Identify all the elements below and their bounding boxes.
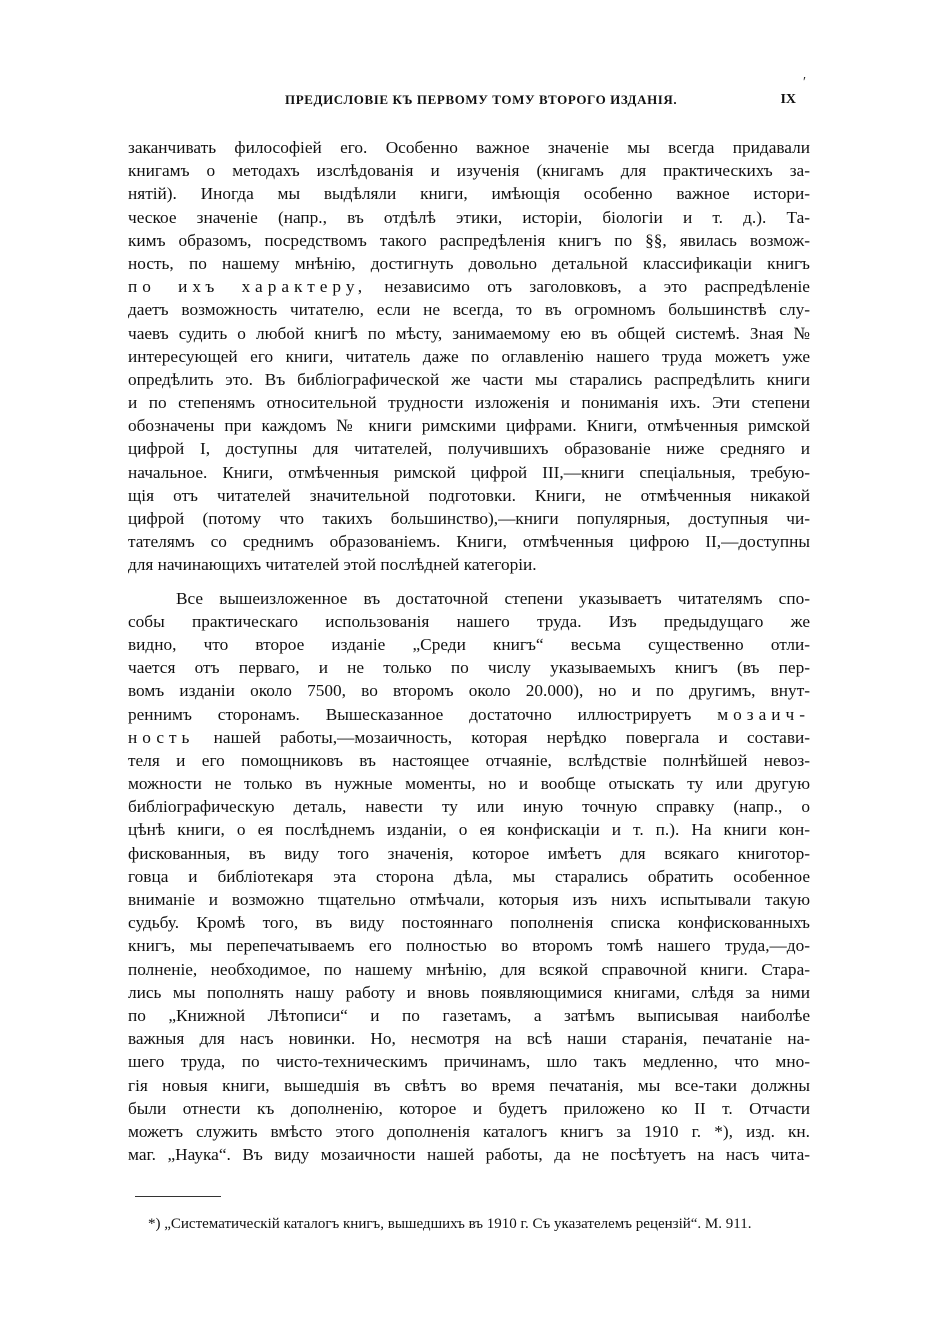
- text-line: цифрой I, доступны для читателей, получившихъ образованіе ниже средняго и: [128, 439, 810, 459]
- text-line: важныя для насъ новинки. Но, несмотря на всѣ наши старанія, печатаніе на-: [128, 1029, 810, 1049]
- running-head: [128, 92, 810, 112]
- text-line: чается отъ перваго, и не только по числу указываемыхъ книгъ (въ пер-: [128, 658, 810, 678]
- footnote: *) „Систематическій каталогъ книгъ, вышедшихъ въ 1910 г. Съ указателемъ рецензій“. М. 911.: [148, 1216, 752, 1232]
- text-fragment: реннимъ сторонамъ. Вышесказанное достаточно иллюстрируетъ: [128, 704, 692, 724]
- text-fragment: нашей работы,—мозаичность, которая нерѣдко повергала и состави-: [213, 727, 810, 747]
- text-line: цифрой (потому что такихъ большинство),—книги популярныя, доступныя чи-: [128, 509, 810, 528]
- text-line: судьбу. Кромѣ того, въ виду постояннаго пополненія списка конфискованныхъ: [128, 913, 810, 933]
- text-line: интересующей его книги, читатель даже по оглавленію нашего труда можетъ уже: [128, 346, 810, 366]
- text-line: теля и его помощниковъ въ настоящее отчаяніе, вслѣдствіе полнѣйшей невоз-: [128, 750, 810, 770]
- text-line: ность, по нашему мнѣнію, достигнуть довольно детальной классификаціи книгъ: [128, 253, 810, 273]
- text-line: опредѣлить это. Въ библіографической же части мы старались распредѣлить книги: [128, 369, 810, 389]
- page-number: IX: [780, 92, 796, 107]
- text-line-spaced: [128, 703, 810, 726]
- spaced-emphasis: по ихъ характеру,: [128, 277, 368, 297]
- text-line: библіографическую деталь, навести ту или иную точную справку (напр., о: [128, 797, 810, 817]
- text-line: чаевъ судить о любой книгѣ по мѣсту, занимаемому ею въ общей системѣ. Зная №: [128, 323, 810, 343]
- text-line: кимъ образомъ, посредствомъ такого распредѣленія книгъ по §§, явилась возмож-: [128, 230, 810, 250]
- text-line: фискованныя, въ виду того значенія, которое имѣетъ для всякаго книготор-: [128, 843, 810, 863]
- running-title: ПРЕДИСЛОВІЕ КЪ ПЕРВОМУ ТОМУ ВТОРОГО ИЗДАНІЯ.: [285, 92, 678, 107]
- text-line: можности не только въ нужные моменты, но и вообще отыскать ту или другую: [128, 774, 810, 794]
- text-fragment: независимо отъ заголовковъ, а это распредѣленіе: [384, 277, 810, 297]
- corner-mark: ′: [803, 75, 807, 90]
- text-line: для начинающихъ читателей этой послѣдней категоріи.: [128, 555, 537, 575]
- text-line: заканчивать философіей его. Особенно важное значеніе мы всегда придавали: [128, 138, 810, 157]
- text-line: обозначены при каждомъ № книги римскими цифрами. Книги, отмѣченныя римской: [128, 416, 810, 436]
- text-line: щія отъ читателей значительной подготовки. Книги, не отмѣченныя никакой: [128, 485, 810, 505]
- text-line-spaced: [128, 726, 810, 749]
- text-line: даетъ возможность читателю, если не всегда, то въ огромномъ большинствѣ слу-: [128, 300, 810, 320]
- spaced-emphasis: мозаич-: [717, 704, 810, 724]
- text-line: собы практическаго использованія нашего труда. Изъ предыдущаго же: [128, 611, 810, 631]
- text-line: по „Книжной Лѣтописи“ и по газетамъ, а затѣмъ выписывая наиболѣе: [128, 1005, 810, 1025]
- text-line: книгамъ о методахъ изслѣдованія и изученія (книгамъ для практическихъ за-: [128, 161, 810, 181]
- text-line: шего труда, по чисто-техническимъ причинамъ, шло такъ медленно, что мно-: [128, 1052, 810, 1072]
- text-line: ческое значеніе (напр., въ отдѣлѣ этики, исторіи, біологіи и т. д.). Та-: [128, 207, 810, 227]
- body-text: [128, 136, 810, 1166]
- text-line: маг. „Наука“. Въ виду мозаичности нашей работы, да не посѣтуетъ на насъ чита-: [128, 1145, 810, 1165]
- text-line: вниманіе и возможно тщательно отмѣчали, которыя изъ нихъ испытывали такую: [128, 890, 810, 909]
- text-line: были отнести къ дополненію, которое и будетъ приложено ко II т. Отчасти: [128, 1098, 810, 1118]
- text-line: говца и библіотекаря эта сторона дѣла, мы старались обратить особенное: [128, 866, 810, 886]
- text-line: нятій). Иногда мы выдѣляли книги, имѣющія особенно важное истори-: [128, 184, 810, 204]
- text-line: лись мы пополнять нашу работу и вновь появляющимися книгами, слѣдя за ними: [128, 982, 810, 1002]
- text-line: можетъ служить вмѣсто этого дополненія каталогъ книгъ за 1910 г. *), изд. кн.: [128, 1121, 810, 1141]
- text-line: Все вышеизложенное въ достаточной степени указываетъ читателямъ спо-: [176, 588, 810, 608]
- text-line-spaced: [128, 275, 810, 298]
- text-line: и по степенямъ относительной трудности изложенія и пониманія ихъ. Эти степени: [128, 393, 810, 413]
- text-line: начальное. Книги, отмѣченныя римской цифрой III,—книги спеціальныя, требую-: [128, 462, 810, 482]
- paragraph-gap: [128, 577, 810, 587]
- spaced-emphasis: ность: [128, 727, 195, 747]
- text-line: книгъ, мы перепечатываемъ его полностью во второмъ томѣ нашего труда,—до-: [128, 936, 810, 956]
- text-line: гія новыя книги, вышедшія въ свѣтъ во время печатанія, мы все-таки должны: [128, 1075, 810, 1095]
- footnote-divider: [135, 1196, 221, 1197]
- text-line: полненіе, необходимое, по нашему мнѣнію, для всякой справочной книги. Стара-: [128, 959, 810, 979]
- text-line: тателямъ со среднимъ образованіемъ. Книги, отмѣченныя цифрою II,—доступны: [128, 532, 810, 552]
- text-line: видно, что второе изданіе „Среди книгъ“ весьма существенно отли-: [128, 634, 810, 654]
- text-line: цѣнѣ книги, о ея послѣднемъ изданіи, о ея конфискаціи и т. п.). На книги кон-: [128, 820, 810, 840]
- text-line: вомъ изданіи около 7500, во второмъ около 20.000), но и по другимъ, внут-: [128, 681, 810, 701]
